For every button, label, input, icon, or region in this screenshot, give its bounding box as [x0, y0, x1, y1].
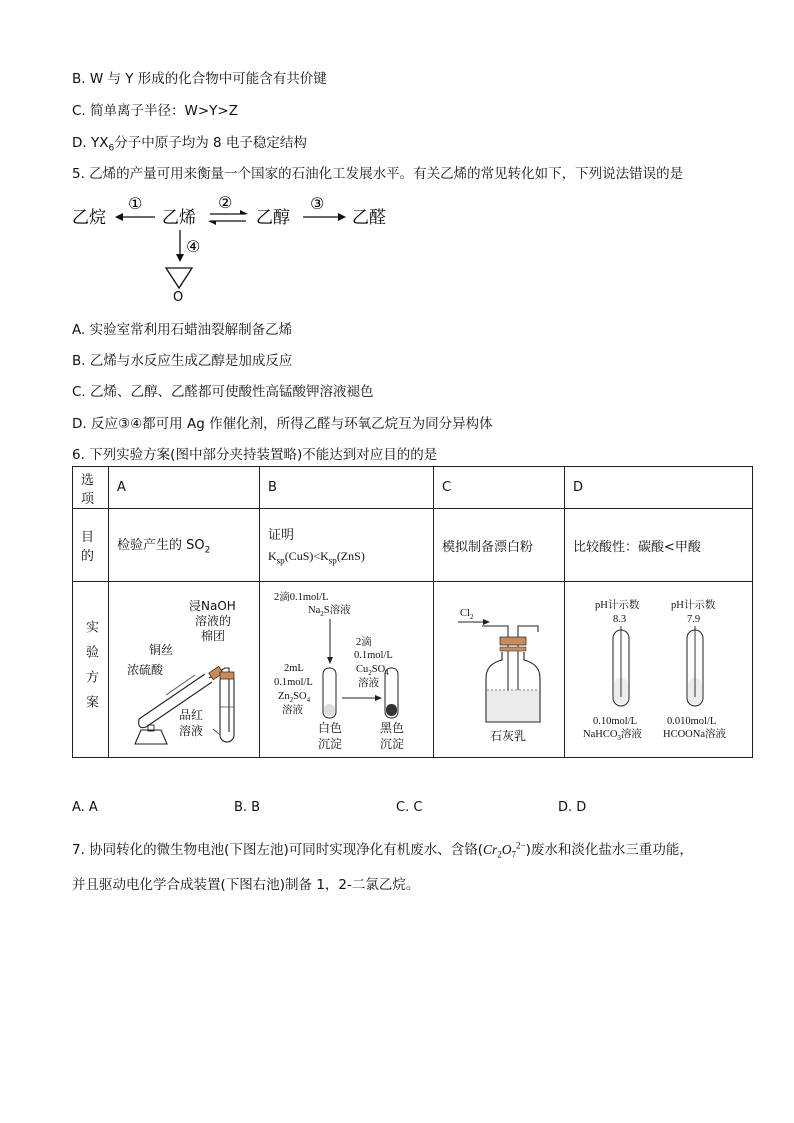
svg-text:溶液: 溶液: [179, 724, 204, 738]
svg-text:8.3: 8.3: [613, 614, 627, 625]
scheme-label: 实验方案: [73, 582, 109, 758]
purpose-c: 模拟制备漂白粉: [434, 509, 565, 582]
svg-text:石灰乳: 石灰乳: [490, 729, 527, 743]
svg-text:黑色: 黑色: [380, 721, 405, 735]
svg-text:品红: 品红: [179, 708, 204, 722]
table-scheme-row: [73, 582, 753, 758]
purpose-label: 目的: [73, 509, 109, 582]
svg-text:铜丝: 铜丝: [149, 643, 174, 657]
apparatus-a: [109, 582, 260, 758]
svg-text:溶液: 溶液: [282, 705, 303, 716]
svg-text:2滴: 2滴: [356, 637, 372, 648]
q7-line2: 并且驱动电化学合成装置(下图右池)制备 1，2-二氯乙烷。: [72, 877, 420, 893]
svg-text:0.10mol/L: 0.10mol/L: [593, 716, 638, 727]
q6-stem: 6. 下列实验方案(图中部分夹持装置略)不能达到对应目的的是: [72, 447, 438, 463]
step4-label: ④: [186, 237, 201, 256]
svg-text:2滴0.1mol/L: 2滴0.1mol/L: [274, 592, 329, 603]
q4-option-b: B. W 与 Y 形成的化合物中可能含有共价键: [72, 71, 327, 87]
svg-text:HCOONa溶液: HCOONa溶液: [663, 729, 726, 740]
q4-option-c: C. 简单离子半径：W>Y>Z: [72, 103, 238, 119]
ethylene-conversion-scheme: [60, 188, 400, 308]
acetaldehyde-label: 乙醛: [352, 208, 386, 228]
svg-text:0.1mol/L: 0.1mol/L: [354, 650, 393, 661]
svg-text:2mL: 2mL: [284, 663, 304, 674]
header-b: B: [260, 467, 434, 509]
q4-option-d: D. $YX_6$分子中原子均为 8 电子稳定结构: [72, 135, 307, 154]
table-purpose-row: [73, 509, 753, 582]
svg-text:NaHCO3溶液: NaHCO$_3$溶液: [583, 729, 642, 742]
svg-text:浸NaOH: 浸NaOH: [189, 599, 236, 613]
q5-stem: 5. 乙烯的产量可用来衡量一个国家的石油化工发展水平。有关乙烯的常见转化如下，下列说法错误的是: [72, 166, 684, 182]
q5-option-b: B. 乙烯与水反应生成乙醇是加成反应: [72, 353, 293, 369]
epoxide-ring: [166, 268, 192, 288]
svg-text:pH计示数: pH计示数: [595, 600, 640, 611]
apparatus-d: [565, 582, 753, 758]
answer-d[interactable]: D. D: [558, 800, 587, 815]
ethylene-label: 乙烯: [162, 208, 196, 228]
purpose-d: 比较酸性：碳酸<甲酸: [565, 509, 753, 582]
svg-text:白色: 白色: [318, 721, 343, 735]
svg-text:浓硫酸: 浓硫酸: [127, 663, 164, 677]
ethane-label: 乙烷: [72, 208, 106, 228]
svg-text:沉淀: 沉淀: [318, 737, 343, 751]
svg-text:pH计示数: pH计示数: [671, 600, 716, 611]
header-c: C: [434, 467, 565, 509]
svg-text:7.9: 7.9: [687, 614, 701, 625]
step2-label: ②: [218, 193, 233, 212]
svg-text:棉团: 棉团: [201, 629, 226, 643]
header-d: D: [565, 467, 753, 509]
epoxide-oxygen: O: [173, 290, 184, 305]
answer-a[interactable]: A. A: [72, 800, 98, 815]
svg-text:溶液: 溶液: [358, 678, 379, 689]
apparatus-c: [434, 582, 565, 758]
svg-text:0.010mol/L: 0.010mol/L: [667, 716, 717, 727]
step1-label: ①: [128, 194, 143, 213]
q5-option-d: D. 反应③④都可用 Ag 作催化剂，所得乙醛与环氧乙烷互为同分异构体: [72, 416, 493, 432]
svg-text:0.1mol/L: 0.1mol/L: [274, 677, 313, 688]
svg-text:Zn2SO4: $Zn_2SO_4$: [278, 691, 311, 704]
answer-c[interactable]: C. C: [396, 800, 423, 815]
svg-text:Cl2: $Cl_2$: [460, 608, 474, 621]
header-a: A: [109, 467, 260, 509]
q5-option-a: A. 实验室常利用石蜡油裂解制备乙烯: [72, 322, 293, 338]
ethanol-label: 乙醇: [256, 208, 290, 228]
svg-text:Na2S溶液: $Na_2S$溶液: [308, 605, 351, 618]
answer-b[interactable]: B. B: [234, 800, 261, 815]
table-header-row: [73, 467, 753, 509]
q7-line1: 7. 协同转化的微生物电池(下图左池)可同时实现净化有机废水、含铬$(Cr_2O_7^{2-})$废水和淡化盐水三重功能，: [72, 840, 693, 860]
step3-label: ③: [310, 194, 325, 213]
svg-text:Cu2SO4: $Cu_2SO_4$: [356, 664, 389, 677]
svg-text:溶液的: 溶液的: [195, 614, 232, 628]
header-option-label: 选项: [73, 467, 109, 509]
svg-text:沉淀: 沉淀: [380, 737, 405, 751]
purpose-b: 证明 $K_{sp}(CuS)<K_{sp}(ZnS)$: [260, 509, 434, 582]
purpose-a: 检验产生的 $SO_2$: [109, 509, 260, 582]
apparatus-b: [260, 582, 434, 758]
experiment-table: [72, 466, 753, 758]
q5-option-c: C. 乙烯、乙醇、乙醛都可使酸性高锰酸钾溶液褪色: [72, 384, 374, 400]
